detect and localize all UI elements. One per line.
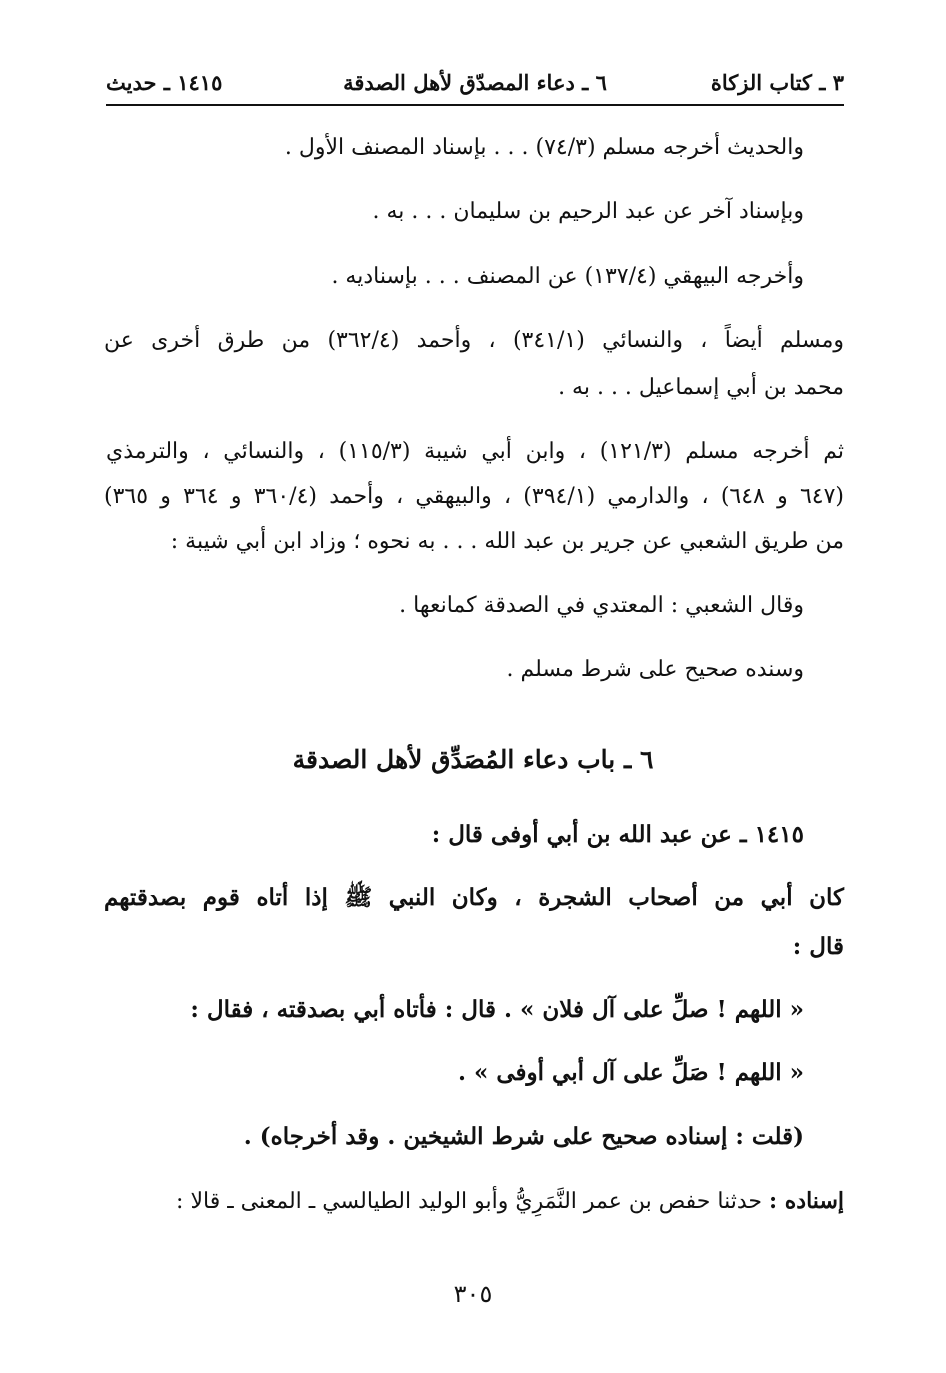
body-line: ومسلم أيضاً ، والنسائي (٣٤١/١) ، وأحمد (٣٦٢/٤) من طرق أخرى عن bbox=[104, 328, 844, 353]
header-rule bbox=[106, 104, 844, 106]
isnad-text: حدثنا حفص بن عمر النَّمَرِيُّ وأبو الوليد الطيالسي ـ المعنى ـ قالا : bbox=[176, 1189, 769, 1214]
body-line: وأخرجه البيهقي (١٣٧/٤) عن المصنف . . . بإسناديه . bbox=[331, 264, 804, 289]
hadith-text: قال : bbox=[792, 933, 844, 960]
hadith-text: « اللهم ! صلِّ على آل فلان » . قال : فأتاه أبي بصدقته ، فقال : bbox=[190, 996, 804, 1023]
header-book-title: ٣ ـ كتاب الزكاة bbox=[710, 70, 844, 95]
body-line: من طريق الشعبي عن جرير بن عبد الله . . . به نحوه ؛ وزاد ابن أبي شيبة : bbox=[170, 529, 844, 554]
body-line: والحديث أخرجه مسلم (٧٤/٣) . . . بإسناد المصنف الأول . bbox=[284, 135, 804, 160]
body-line: وسنده صحيح على شرط مسلم . bbox=[506, 657, 804, 682]
hadith-text: « اللهم ! صَلِّ على آل أبي أوفى » . bbox=[457, 1059, 804, 1086]
body-line: محمد بن أبي إسماعيل . . . به . bbox=[558, 375, 844, 400]
body-line: وبإسناد آخر عن عبد الرحيم بن سليمان . . . به . bbox=[372, 199, 804, 224]
header-chapter-title: ٦ ـ دعاء المصدّق لأهل الصدقة bbox=[343, 70, 607, 95]
section-title: ٦ ـ باب دعاء المُصَدِّق لأهل الصدقة bbox=[292, 745, 654, 774]
hadith-intro: ١٤١٥ ـ عن عبد الله بن أبي أوفى قال : bbox=[431, 821, 804, 848]
body-line: وقال الشعبي : المعتدي في الصدقة كمانعها . bbox=[399, 593, 804, 618]
hadith-text: كان أبي من أصحاب الشجرة ، وكان النبي ﷺ إذا أتاه قوم بصدقتهم bbox=[104, 884, 844, 911]
isnad-line bbox=[176, 1186, 844, 1217]
body-line: (٦٤٧ و ٦٤٨) ، والدارمي (٣٩٤/١) ، والبيهقي ، وأحمد (٣٦٠/٤ و ٣٦٤ و ٣٦٥) bbox=[104, 484, 845, 509]
header-hadith-number: ١٤١٥ ـ حديث bbox=[106, 70, 223, 95]
isnad-label: إسناده : bbox=[769, 1188, 844, 1214]
author-note: (قلت : إسناده صحيح على شرط الشيخين . وقد أخرجاه) . bbox=[243, 1123, 804, 1150]
running-header bbox=[106, 66, 844, 102]
body-line: ثم أخرجه مسلم (١٢١/٣) ، وابن أبي شيبة (١١٥/٣) ، والنسائي ، والترمذي bbox=[106, 439, 844, 464]
page-number: ٣٠٥ bbox=[453, 1280, 493, 1308]
